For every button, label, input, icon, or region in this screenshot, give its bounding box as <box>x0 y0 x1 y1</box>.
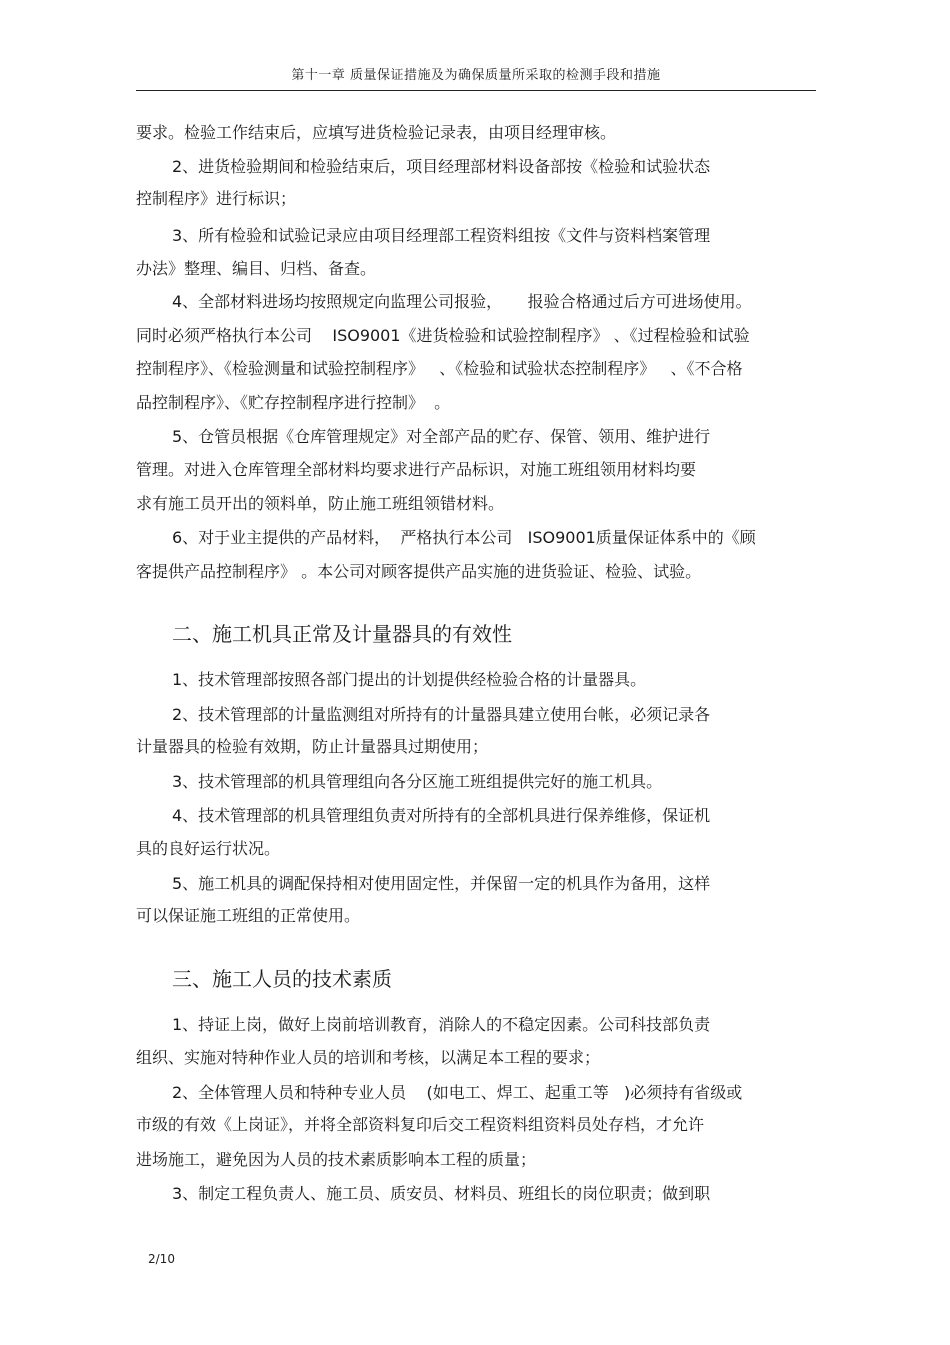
text-line: 2、技术管理部的计量监测组对所持有的计量器具建立使用台帐，必须记录各 <box>172 705 711 724</box>
text-line: 3、制定工程负责人、施工员、质安员、材料员、班组长的岗位职责；做到职 <box>172 1184 711 1203</box>
text-line: 管理。对进入仓库管理全部材料均要求进行产品标识，对施工班组领用材料均要 <box>136 460 697 479</box>
text-line: 办法》整理、编目、归档、备查。 <box>136 259 377 278</box>
text-line: 2、进货检验期间和检验结束后，项目经理部材料设备部按《检验和试验状态 <box>172 157 711 176</box>
text-line: 进场施工，避免因为人员的技术素质影响本工程的质量； <box>136 1150 537 1169</box>
text-line: 5、施工机具的调配保持相对使用固定性，并保留一定的机具作为备用，这样 <box>172 874 711 893</box>
text-line: 要求。检验工作结束后，应填写进货检验记录表，由项目经理审核。 <box>136 123 617 142</box>
text-line: 客提供产品控制程序》 。本公司对顾客提供产品实施的进货验证、检验、试验。 <box>136 562 702 581</box>
section-heading: 二、施工机具正常及计量器具的有效性 <box>172 622 512 646</box>
text-line: 控制程序》进行标识； <box>136 189 297 208</box>
text-line: 组织、实施对特种作业人员的培训和考核，以满足本工程的要求； <box>136 1048 601 1067</box>
text-line: 1、技术管理部按照各部门提出的计划提供经检验合格的计量器具。 <box>172 670 647 689</box>
text-line: 具的良好运行状况。 <box>136 839 281 858</box>
text-line: 6、对于业主提供的产品材料， 严格执行本公司 ISO9001质量保证体系中的《顾 <box>172 528 756 547</box>
text-line: 求有施工员开出的领料单，防止施工班组领错材料。 <box>136 494 505 513</box>
text-line: 市级的有效《上岗证》，并将全部资料复印后交工程资料组资料员处存档，才允许 <box>136 1115 705 1134</box>
text-line: 3、所有检验和试验记录应由项目经理部工程资料组按《文件与资料档案管理 <box>172 226 711 245</box>
header-rule <box>136 90 816 91</box>
text-line: 计量器具的检验有效期，防止计量器具过期使用； <box>136 737 489 756</box>
text-line: 1、持证上岗，做好上岗前培训教育，消除人的不稳定因素。公司科技部负责 <box>172 1015 711 1034</box>
text-line: 控制程序》、《检验测量和试验控制程序》 、《检验和试验状态控制程序》 、《不合格 <box>136 359 743 378</box>
text-line: 4、全部材料进场均按照规定向监理公司报验， 报验合格通过后方可进场使用。 <box>172 292 752 311</box>
page-header: 第十一章 质量保证措施及为确保质量所采取的检测手段和措施 <box>291 68 661 83</box>
text-line: 4、技术管理部的机具管理组负责对所持有的全部机具进行保养维修，保证机 <box>172 806 711 825</box>
text-line: 品控制程序》、《贮存控制程序进行控制》 。 <box>136 393 451 412</box>
text-line: 3、技术管理部的机具管理组向各分区施工班组提供完好的施工机具。 <box>172 772 663 791</box>
page-number: 2/10 <box>148 1252 175 1266</box>
text-line: 5、仓管员根据《仓库管理规定》对全部产品的贮存、保管、领用、维护进行 <box>172 427 711 446</box>
text-line: 可以保证施工班组的正常使用。 <box>136 906 361 925</box>
text-line: 2、全体管理人员和特种专业人员 (如电工、焊工、起重工等 )必须持有省级或 <box>172 1083 743 1102</box>
text-line: 同时必须严格执行本公司 ISO9001《进货检验和试验控制程序》 、《过程检验和试验 <box>136 326 750 345</box>
section-heading: 三、施工人员的技术素质 <box>172 967 392 991</box>
